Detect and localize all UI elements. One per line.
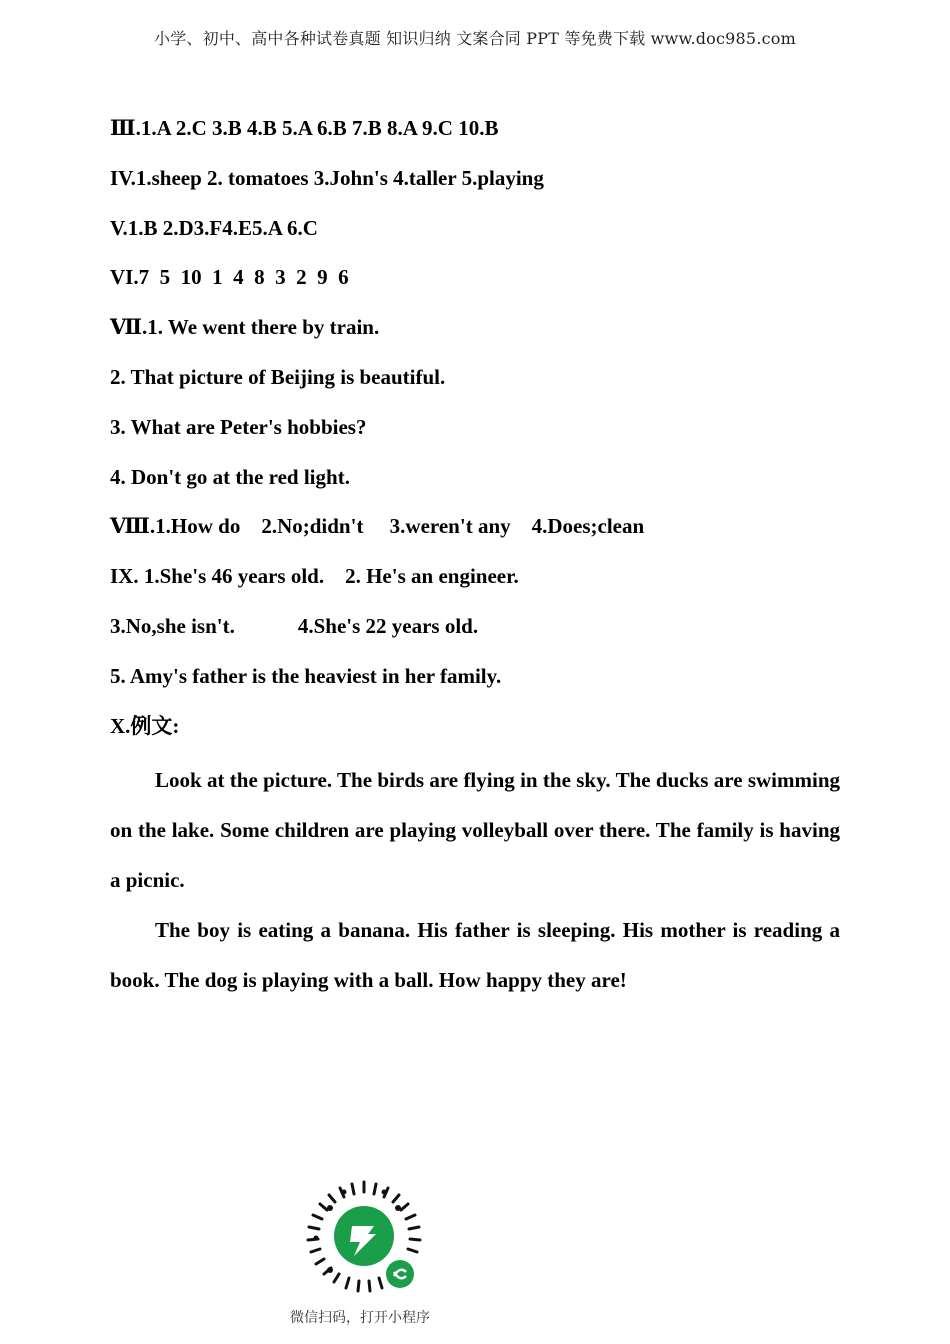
answer-line: Ⅲ.1.A 2.C 3.B 4.B 5.A 6.B 7.B 8.A 9.C 10.B [110, 116, 499, 140]
answer-line: 3.No,she isn't. 4.She's 22 years old. [110, 613, 479, 638]
answer-line: 5. Amy's father is the heaviest in her family. [110, 663, 502, 688]
answer-line: IV.1.sheep 2. tomatoes 3.John's 4.taller 5.playing [110, 165, 544, 190]
wechat-mini-program-qr-icon [304, 1178, 424, 1298]
answer-line: V.1.B 2.D3.F4.E5.A 6.C [110, 215, 318, 240]
qr-block [290, 1178, 450, 1327]
answer-line: Ⅶ.1. We went there by train. [110, 315, 380, 340]
essay-heading: X.例文: [110, 713, 180, 738]
answer-line: 4. Don't go at the red light. [110, 464, 350, 489]
answer-line: 3. What are Peter's hobbies? [110, 414, 367, 439]
page-header: 小学、初中、高中各种试卷真题 知识归纳 文案合同 PPT 等免费下载 www.doc985.com [154, 29, 796, 48]
qr-caption: 微信扫码，打开小程序 [290, 1310, 430, 1326]
answer-line: IX. 1.She's 46 years old. 2. He's an engineer. [110, 564, 519, 589]
answer-line: VI.7 5 10 1 4 8 3 2 9 6 [110, 265, 349, 290]
essay-paragraph: The boy is eating a banana. His father is sleeping. His mother is reading a book. The dog is playing with a ball. How happy they are! [110, 918, 840, 993]
essay-paragraph: Look at the picture. The birds are flying in the sky. The ducks are swimming on the lake. Some children are playing volleyball over there. The family is having a picnic. [110, 768, 840, 893]
answer-line: 2. That picture of Beijing is beautiful. [110, 364, 446, 389]
answer-key [110, 108, 840, 1005]
answer-line: Ⅷ.1.How do 2.No;didn't 3.weren't any 4.Does;clean [110, 514, 645, 539]
